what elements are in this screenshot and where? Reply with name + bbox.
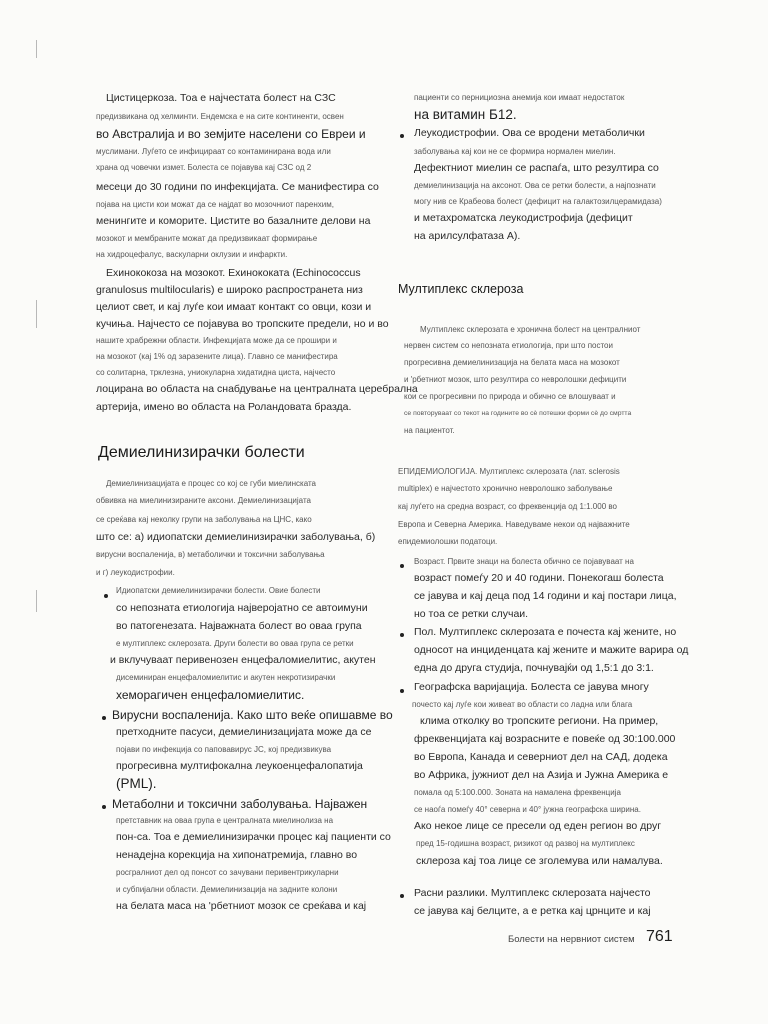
text-line: во Африка, јужниот дел на Азија и Јужна Америка е bbox=[414, 769, 669, 781]
text-line: Вирусни воспаленија. Како што веќе опишавме во bbox=[112, 708, 393, 722]
text-line: хеморагичен енцефаломиелитис. bbox=[116, 688, 305, 702]
text-line: кај луѓето на средна возраст, со фреквенција од 1:1.000 во bbox=[398, 502, 617, 511]
text-line: multiplex) е најчестото хронично невролошко заболување bbox=[398, 484, 613, 493]
text-line: кучиња. Најчесто се појавува во тропските предели, но и во bbox=[96, 318, 389, 330]
text-line: со непозната етиологија најверојатно се автоимуни bbox=[116, 602, 368, 614]
text-line: месеци до 30 години по инфекцијата. Се манифестира со bbox=[96, 181, 379, 193]
text-line: заболувања кај кои не се формира нормален миелин. bbox=[414, 147, 616, 156]
text-line: Дефектниот миелин се распаѓа, што резултира со bbox=[414, 162, 659, 174]
text-line: демиелинизација на аксонот. Ова се ретки болести, а најпознати bbox=[414, 181, 656, 190]
text-line: на арилсулфатаза А). bbox=[414, 230, 521, 242]
text-line: целиот свет, и кај луѓе кои имаат контакт со овци, кози и bbox=[96, 301, 372, 313]
text-line: во Австралија и во земјите населени со Евреи и bbox=[96, 127, 366, 141]
text-line: претставник на оваа група е централната миелинолиза на bbox=[116, 816, 334, 825]
text-line: ненадејна корекција на хипонатремија, главно во bbox=[116, 849, 358, 861]
text-line: се среќава кај неколку групи на заболувања на ЦНС, како bbox=[96, 515, 312, 524]
text-line: клима отколку во тропските региони. На пример, bbox=[420, 715, 659, 727]
text-line: кои се прогресивни по природа и обично се влошуваат и bbox=[404, 392, 616, 401]
text-line: Леукодистрофии. Ова се вродени метаболички bbox=[414, 127, 645, 139]
section-heading: Демиелинизирачки болести bbox=[98, 444, 305, 461]
text-line: granulosus multilocularis) е широко распространета низ bbox=[96, 284, 363, 296]
text-line: Демиелинизацијата е процес со кој се губи миелинската bbox=[106, 479, 317, 488]
text-line: се јавува кај белците, а е ретка кај црнците и кај bbox=[414, 905, 651, 917]
text-line: фреквенцијата кај возрасните е повеќе од 30:100.000 bbox=[414, 733, 676, 745]
text-line: Возраст. Првите знаци на болеста обично се појавуваат на bbox=[414, 557, 634, 566]
text-line: и вклучуваат перивенозен енцефаломиелитис, акутен bbox=[110, 654, 376, 666]
text-line: Расни разлики. Мултиплекс склерозата најчесто bbox=[414, 887, 651, 899]
text-line: (PML). bbox=[116, 776, 157, 791]
scan-margin-mark bbox=[36, 590, 37, 612]
text-line: дисеминиран енцефаломиелитис и акутен некротизирачки bbox=[116, 673, 336, 682]
text-line: артерија, имено во областа на Роландовата бразда. bbox=[96, 401, 352, 413]
text-line: појава на цисти кои можат да се најдат во мозочниот паренхим, bbox=[96, 200, 334, 209]
text-line: и метахроматска леукодистрофија (дефицит bbox=[414, 212, 633, 224]
text-line: на хидроцефалус, васкуларни оклузии и инфаркти. bbox=[96, 250, 288, 259]
text-line: храна од човечки измет. Болеста се појавува кај СЗС од 2 bbox=[96, 163, 312, 172]
text-line: Цистицеркоза. Тоа е најчестата болест на СЗС bbox=[106, 92, 336, 104]
text-line: Ако некое лице се пресели од еден регион во друг bbox=[414, 820, 662, 832]
text-line: се јавува и кај деца под 14 години и кај постари лица, bbox=[414, 590, 677, 602]
bullet-dot bbox=[104, 594, 108, 598]
bullet-dot bbox=[400, 633, 404, 637]
text-line: почесто кај луѓе кои живеат во области со ладна или блага bbox=[412, 700, 633, 709]
text-line: Мултиплекс склерозата е хронична болест на централниот bbox=[420, 325, 641, 334]
section-heading: Мултиплекс склероза bbox=[398, 282, 524, 296]
text-line: менингите и коморите. Цистите во базалните делови на bbox=[96, 215, 371, 227]
text-line: нашите храбрежни области. Инфекцијата може да се прошири и bbox=[96, 336, 337, 345]
text-line: росгралниот дел од понсот со зачувани перивентрикуларни bbox=[116, 868, 339, 877]
text-line: Ехинококоза на мозокот. Ехинококата (Echinococcus bbox=[106, 267, 361, 279]
text-line: и субпијални области. Демиелинизација на задните колони bbox=[116, 885, 338, 894]
text-line: односот на инциденцата кај жените и мажите варира од bbox=[414, 644, 689, 656]
text-line: мозокот и мембраните можат да предизвикаат формирање bbox=[96, 234, 318, 243]
text-line: но тоа се ретки случаи. bbox=[414, 608, 529, 620]
text-line: прогресивна демиелинизација на белата маса на мозокот bbox=[404, 358, 620, 367]
text-line: се наоѓа помеѓу 40° северна и 40° јужна географска ширина. bbox=[414, 805, 641, 814]
bullet-dot bbox=[400, 894, 404, 898]
text-line: предизвикана од хелминти. Ендемска е на сите континенти, освен bbox=[96, 112, 344, 121]
text-line: Европа и Северна Америка. Наведуваме некои од најважните bbox=[398, 520, 630, 529]
text-line: во Европа, Канада и северниот дел на САД, додека bbox=[414, 751, 668, 763]
text-line: се повторуваат со текот на годините во сè потешки форми сè до смртта bbox=[404, 410, 632, 417]
text-line: една до друга студија, почнувајќи од 1,5:1 до 3:1. bbox=[414, 662, 654, 674]
text-line: претходните пасуси, демиелинизацијата може да се bbox=[116, 726, 372, 738]
text-line: пон-са. Тоа е демиелинизирачки процес кај пациенти со bbox=[116, 831, 391, 843]
text-line: могу нив се Крабеова болест (дефицит на галактозилцерамидаза) bbox=[414, 197, 662, 206]
bullet-dot bbox=[102, 805, 106, 809]
text-line: Пол. Мултиплекс склерозата е почеста кај жените, но bbox=[414, 626, 677, 638]
text-line: Метаболни и токсични заболувања. Најважен bbox=[112, 797, 368, 811]
text-line: обвивка на миелинизираните аксони. Демиелинизацијата bbox=[96, 496, 311, 505]
text-line: прогресивна мултифокална леукоенцефалопатија bbox=[116, 760, 363, 772]
text-line: што се: а) идиопатски демиелинизирачки заболувања, б) bbox=[96, 531, 376, 543]
bullet-dot bbox=[400, 689, 404, 693]
text-line: и 'рбетниот мозок, што резултира со невролошки дефицити bbox=[404, 375, 627, 384]
bullet-dot bbox=[102, 716, 106, 720]
text-line: на мозокот (кај 1% од заразените лица). Главно се манифестира bbox=[96, 352, 338, 361]
text-line: појави по инфекција со паповавирус JC, кој предизвикува bbox=[116, 745, 332, 754]
text-line: е мултиплекс склерозата. Други болести во оваа група се ретки bbox=[116, 639, 354, 648]
text-line: склероза кај тоа лице се зголемува или намалува. bbox=[416, 855, 663, 867]
text-line: вирусни воспаленија, в) метаболички и токсични заболувања bbox=[96, 550, 325, 559]
text-line: нервен систем со непозната етиологија, при што постои bbox=[404, 341, 613, 350]
scan-margin-mark bbox=[36, 40, 37, 58]
bullet-dot bbox=[400, 564, 404, 568]
text-line: лоцирана во областа на снабдување на централната церебрална bbox=[96, 383, 418, 395]
text-line: Идиопатски демиелинизирачки болести. Овие болести bbox=[116, 586, 321, 595]
text-line: пред 15-годишна возраст, ризикот од развој на мултиплекс bbox=[416, 839, 635, 848]
text-line: на пациентот. bbox=[404, 426, 455, 435]
page-number: 761 bbox=[646, 928, 673, 945]
text-line: пациенти со пернициозна анемија кои имаат недостаток bbox=[414, 93, 625, 102]
text-line: епидемиолошки податоци. bbox=[398, 537, 498, 546]
text-line: помала од 5:100.000. Зоната на намалена фреквенција bbox=[414, 788, 621, 797]
text-line: возраст помеѓу 20 и 40 години. Понекогаш болеста bbox=[414, 572, 664, 584]
scan-margin-mark bbox=[36, 300, 37, 328]
bullet-dot bbox=[400, 134, 404, 138]
text-line: со солитарна, трклезна, униокуларна хидатидна циста, најчесто bbox=[96, 368, 336, 377]
text-line: на белата маса на 'рбетниот мозок се среќава и кај bbox=[116, 900, 367, 912]
text-line: и г) леукодистрофии. bbox=[96, 568, 175, 577]
text-line: во патогенезата. Најважната болест во оваа група bbox=[116, 620, 362, 632]
text-line: Географска варијација. Болеста се јавува многу bbox=[414, 681, 649, 693]
text-line: на витамин Б12. bbox=[414, 107, 517, 122]
text-line: муслимани. Луѓето се инфицираат со контаминирана вода или bbox=[96, 147, 331, 156]
text-line: ЕПИДЕМИОЛОГИЈА. Мултиплекс склерозата (лат. sclerosis bbox=[398, 467, 620, 476]
running-footer-title: Болести на нервниот систем bbox=[508, 934, 635, 945]
